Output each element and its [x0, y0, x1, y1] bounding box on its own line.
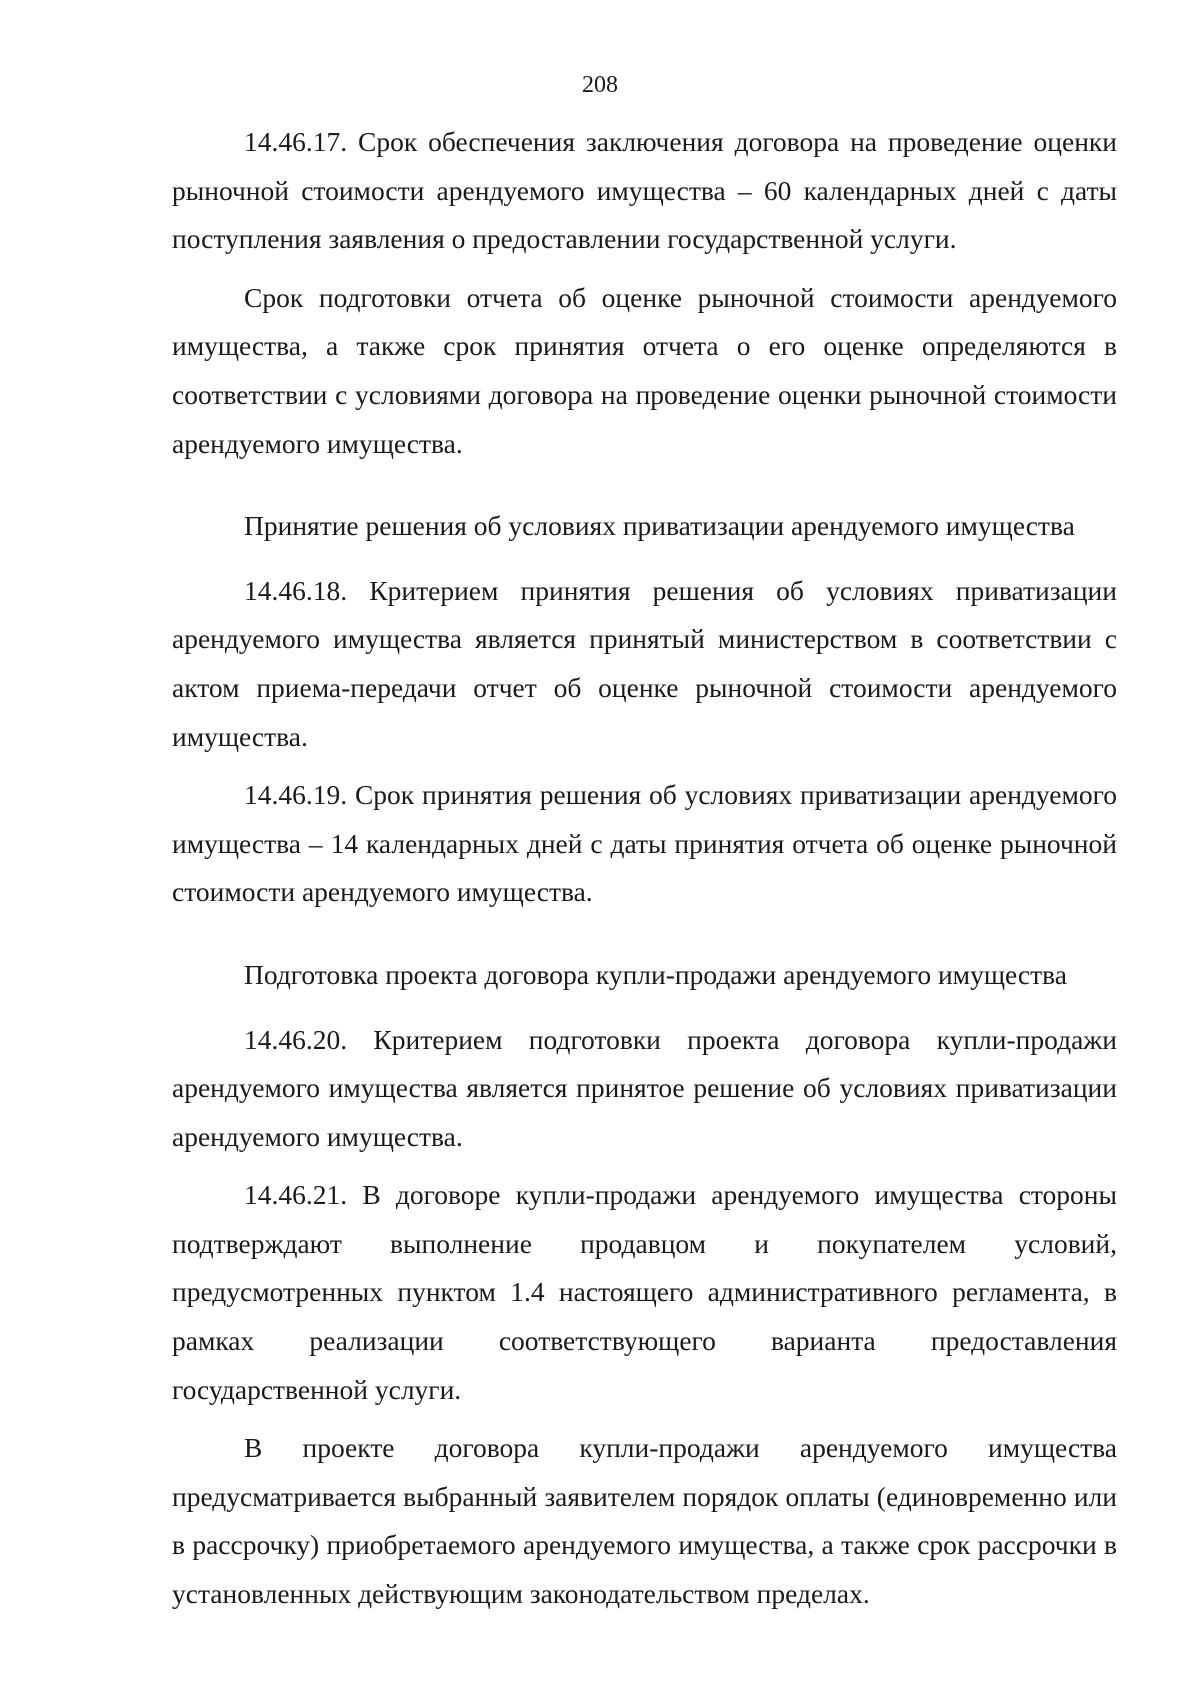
paragraph-text: В проекте договора купли-продажи арендуемого имущества предусматривается выбранный заявителем порядок оплаты (единовременно или в рассрочку) приобретаемого арендуемого имущества, а также срок рассрочки в установленных действующим законодательством пределах. [172, 1432, 1117, 1610]
paragraph-text: Срок обеспечения заключения договора на проведение оценки рыночной стоимости арендуемого имущества – 60 календарных дней с даты поступления заявления о предоставлении государственной услуги. [172, 126, 1117, 255]
paragraph-14-46-19 [172, 771, 1117, 917]
paragraph-14-46-21 [172, 1171, 1117, 1414]
paragraph-report-deadline [172, 274, 1117, 468]
paragraph-14-46-18 [172, 567, 1117, 761]
paragraph-text: Срок подготовки отчета об оценке рыночной стоимости арендуемого имущества, а также срок принятия отчета о его оценке определяются в соответствии с условиями договора на проведение оценки рыночной стоимости арендуемого имущества. [172, 281, 1117, 459]
paragraph-14-46-20 [172, 1016, 1117, 1162]
page-number: 208 [582, 72, 618, 98]
paragraph-payment-terms [172, 1424, 1117, 1618]
paragraph-text: Критерием принятия решения об условиях приватизации арендуемого имущества является принятый министерством в соответствии с актом приема-передачи отчет об оценке рыночной стоимости арендуемого имущества. [172, 574, 1117, 752]
section-heading-sale-contract: Подготовка проекта договора купли-продажи арендуемого имущества [244, 958, 1067, 990]
paragraph-text: В договоре купли-продажи арендуемого имущества стороны подтверждают выполнение продавцом и покупателем условий, предусмотренных пунктом 1.4 настоящего административного регламента, в рамках реализации соответствующего варианта предоставления государственной услуги. [172, 1179, 1117, 1405]
clause-number: 14.46.18. [244, 574, 348, 606]
paragraph-14-46-17 [172, 118, 1117, 264]
clause-number: 14.46.17. [244, 126, 348, 157]
paragraph-text: Критерием подготовки проекта договора купли-продажи арендуемого имущества является принятое решение об условиях приватизации арендуемого имущества. [172, 1023, 1117, 1152]
paragraph-text: Срок принятия решения об условиях приватизации арендуемого имущества – 14 календарных дней с даты принятия отчета об оценке рыночной стоимости арендуемого имущества. [172, 779, 1118, 908]
clause-number: 14.46.19. [244, 779, 348, 811]
document-body [172, 118, 1117, 1619]
clause-number: 14.46.21. [244, 1179, 348, 1211]
clause-number: 14.46.20. [244, 1023, 348, 1055]
section-heading-privatization-decision: Принятие решения об условиях приватизации арендуемого имущества [244, 510, 1075, 542]
